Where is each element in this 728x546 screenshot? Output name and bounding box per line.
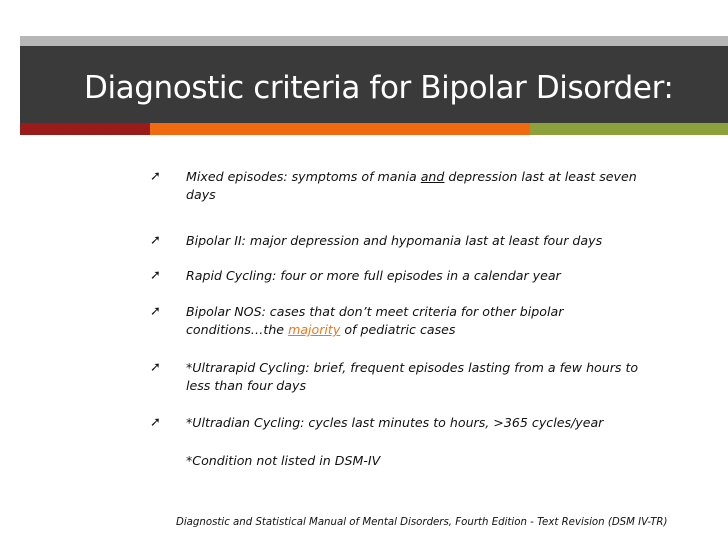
bullet-text-part: Bipolar NOS: cases that don’t meet criteria for other bipolar [186, 304, 564, 319]
bullet-text-part: Mixed episodes: symptoms of mania [186, 169, 421, 184]
arrow-icon: ➚ [150, 360, 161, 375]
bullet-text: *Ultradian Cycling: cycles last minutes to hours, >365 cycles/year [186, 415, 604, 430]
arrow-icon: ➚ [150, 169, 161, 184]
arrow-icon: ➚ [150, 268, 161, 283]
bullet-text-part: depression last at least seven [444, 169, 637, 184]
emphasis-and: and [420, 169, 445, 184]
bullet-text-part: *Ultrarapid Cycling: brief, frequent episodes lasting from a few hours to [186, 360, 639, 375]
bullet-text [186, 303, 710, 339]
stripe-orange [150, 123, 530, 135]
bullet-text-part: days [186, 187, 216, 202]
arrow-icon: ➚ [150, 233, 161, 248]
accent-stripes [20, 123, 728, 135]
note-text: *Condition not listed in DSM-IV [186, 453, 381, 468]
bullet-text [186, 359, 710, 395]
top-band [20, 36, 728, 46]
bullet-text: Bipolar II: major depression and hypomania last at least four days [186, 233, 603, 248]
stripe-green [530, 123, 728, 135]
title-bar [20, 46, 728, 123]
bullet-text: Rapid Cycling: four or more full episodes in a calendar year [186, 268, 561, 283]
arrow-icon: ➚ [150, 415, 161, 430]
arrow-icon: ➚ [150, 304, 161, 319]
stripe-red [20, 123, 150, 135]
source-footnote: Diagnostic and Statistical Manual of Mental Disorders, Fourth Edition - Text Revision (DSM IV-TR) [176, 517, 668, 528]
bullet-text-part: of pediatric cases [340, 322, 456, 337]
bullet-text-part: conditions…the [186, 322, 289, 337]
slide-title: Diagnostic criteria for Bipolar Disorder: [84, 70, 674, 106]
bullet-text-part: less than four days [186, 378, 307, 393]
bullet-text [186, 168, 710, 204]
majority-link[interactable]: majority [288, 322, 341, 337]
